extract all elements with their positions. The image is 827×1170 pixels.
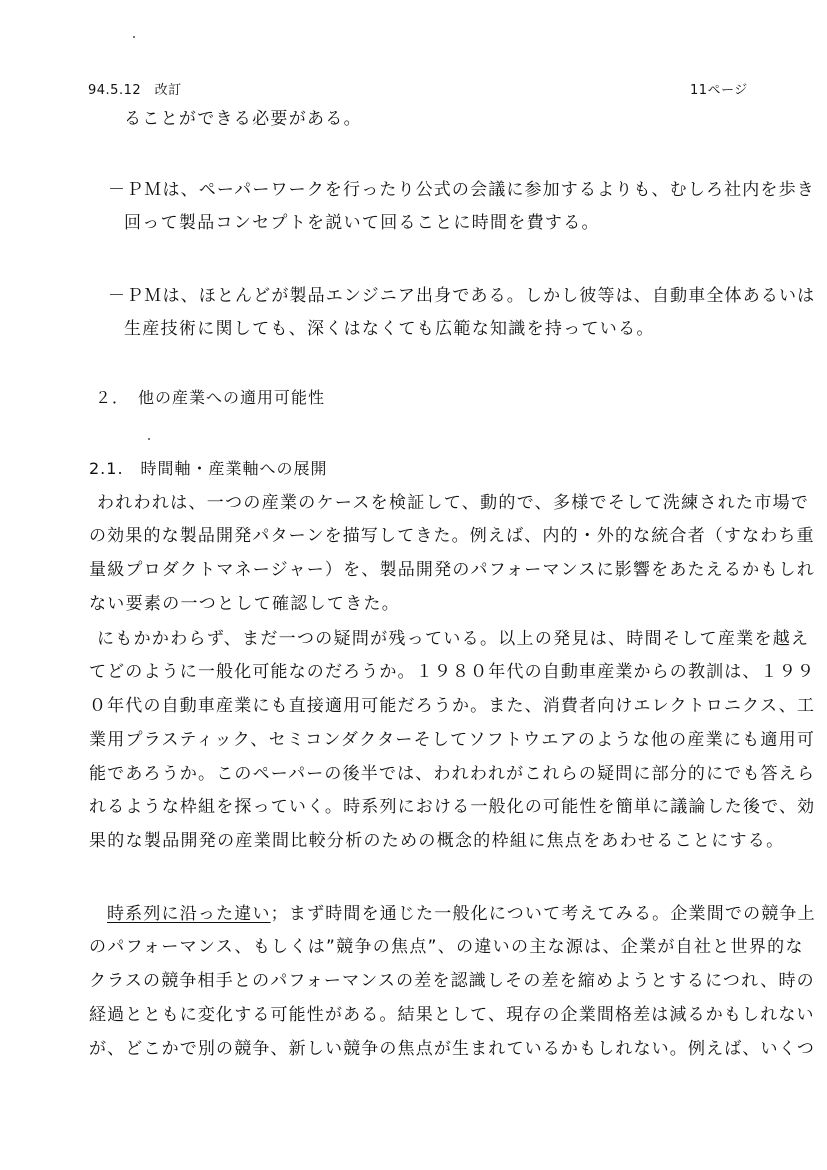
paragraph-line: [107, 899, 816, 924]
paragraph-line: が、どこかで別の競争、新しい競争の焦点が生まれているかもしれない。例えば、いくつ: [89, 1039, 815, 1059]
section-heading: ２． 他の産業への適用可能性: [95, 388, 326, 407]
text-line: ることができる必要がある。: [124, 109, 362, 129]
underlined-term: 時系列に沿った違い: [107, 904, 271, 924]
scan-speck: [133, 36, 135, 38]
paragraph-line: てどのように一般化可能なのだろうか。１９８０年代の自動車産業からの教訓は、１９９: [89, 662, 815, 682]
paragraph-line: 果的な製品開発の産業間比較分析のための概念的枠組に焦点をあわせることにする。: [89, 831, 785, 851]
text-line: 生産技術に関しても、深くはなくても広範な知識を持っている。: [124, 319, 655, 339]
subsection-heading: 2.1. 時間軸・産業軸への展開: [89, 459, 328, 478]
paragraph-text: ；まず時間を通じた一般化について考えてみる。企業間での競争上: [270, 904, 816, 924]
paragraph-line: 量級プロダクトマネージャー）を、製品開発のパフォーマンスに影響をあたえるかもしれ: [89, 560, 815, 580]
scan-speck: [148, 438, 150, 440]
paragraph-line: われわれは、一つの産業のケースを検証して、動的で、多様でそして洗練された市場で: [97, 493, 810, 513]
paragraph-line: のパフォーマンス、もしくは”競争の焦点”、の違いの主な源は、企業が自社と世界的な: [89, 937, 804, 957]
paragraph-line: ０年代の自動車産業にも直接適用可能だろうか。また、消費者向けエレクトロニクス、工: [89, 696, 815, 716]
paragraph-line: 能であろうか。このペーパーの後半では、われわれがこれらの疑問に部分的にでも答えら: [89, 764, 816, 784]
bullet-line: －ＰＭは、ペーパーワークを行ったり公式の会議に参加するよりも、むしろ社内を歩き: [108, 180, 815, 200]
paragraph-line: れるような枠組を探っていく。時系列における一般化の可能性を簡単に議論した後で、効: [89, 797, 816, 817]
text-line: 回って製品コンセプトを説いて回ることに時間を費する。: [124, 213, 600, 233]
paragraph-line: にもかかわらず、まだ一つの疑問が残っている。以上の発見は、時間そして産業を越え: [97, 629, 810, 649]
paragraph-line: 経過とともに変化する可能性がある。結果として、現存の企業間格差は減るかもしれない: [89, 1005, 815, 1025]
header-date-revision: 94.5.12 改訂: [88, 83, 182, 98]
paragraph-line: 業用プラスティック、セミコンダクターそしてソフトウエアのような他の産業にも適用可: [89, 730, 816, 750]
paragraph-line: クラスの競争相手とのパフォーマンスの差を認識しその差を縮めようとするにつれ、時の: [89, 971, 815, 991]
paragraph-line: ない要素の一つとして確認してきた。: [89, 594, 401, 614]
header-page-number: 11ページ: [690, 83, 748, 98]
bullet-line: －ＰＭは、ほとんどが製品エンジニア出身である。しかし彼等は、自動車全体あるいは: [108, 286, 816, 306]
paragraph-line: の効果的な製品開発パターンを描写してきた。例えば、内的・外的な統合者（すなわち重: [89, 526, 815, 546]
